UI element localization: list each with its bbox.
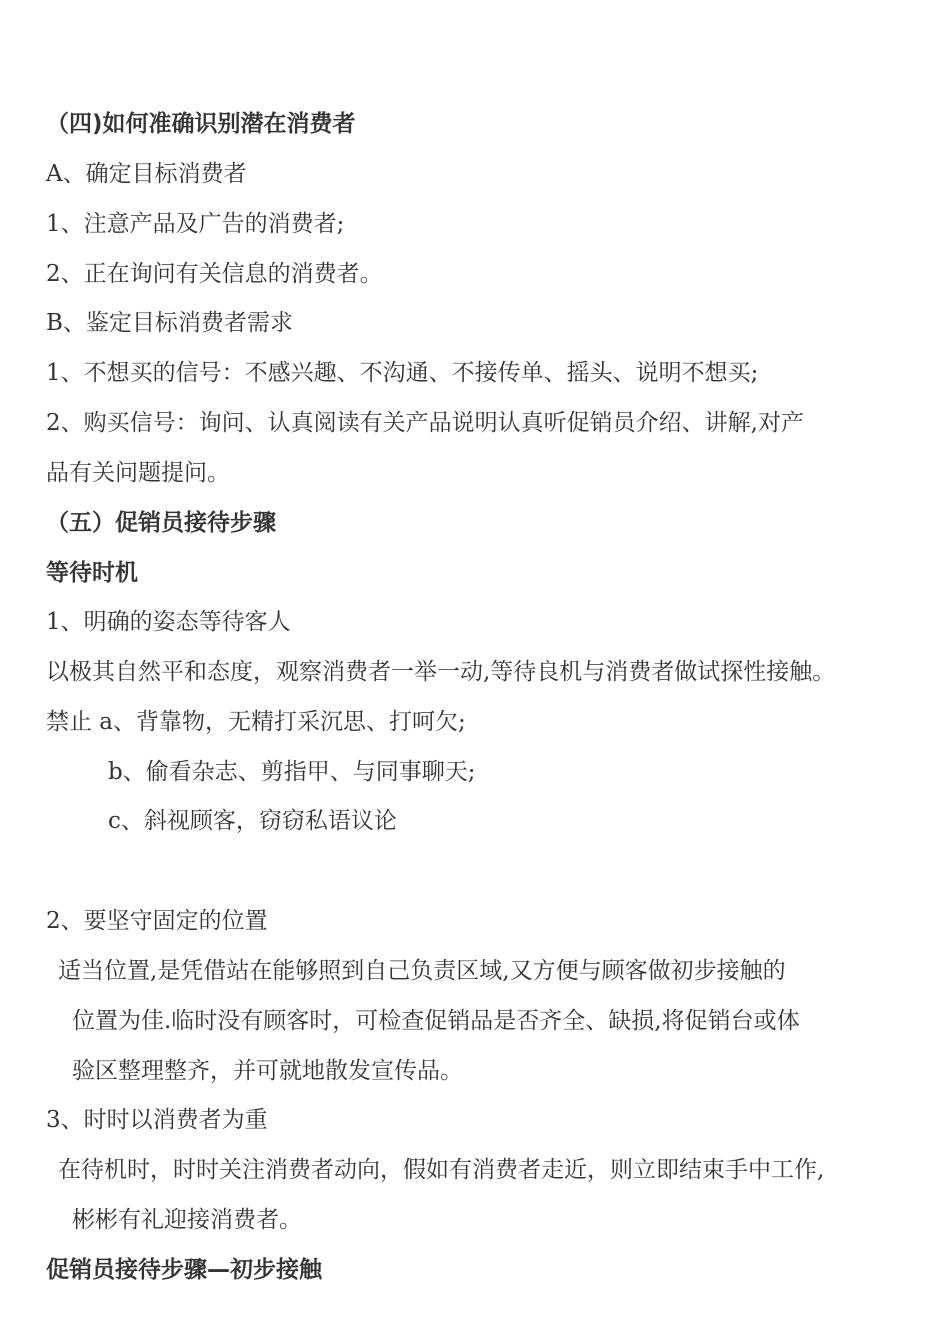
list-item: 2、要坚守固定的位置 bbox=[46, 908, 268, 934]
subheading-b: B、鉴定目标消费者需求 bbox=[46, 310, 293, 336]
list-item: 1、注意产品及广告的消费者; bbox=[46, 211, 345, 237]
paragraph-continuation: 位置为佳.临时没有顾客时，可检查促销品是否齐全、缺损,将促销台或体 bbox=[72, 1008, 800, 1034]
section-heading-4: （四)如何准确识别潜在消费者 bbox=[46, 111, 356, 137]
prohibition-item: 禁止 a、背靠物，无精打采沉思、打呵欠; bbox=[46, 709, 466, 735]
prohibition-item: c、斜视顾客，窃窃私语议论 bbox=[108, 808, 397, 834]
paragraph-continuation: 彬彬有礼迎接消费者。 bbox=[72, 1207, 302, 1233]
list-item-continuation: 品有关问题提问。 bbox=[46, 460, 230, 486]
list-item: 1、不想买的信号：不感兴趣、不沟通、不接传单、摇头、说明不想买; bbox=[46, 360, 759, 386]
list-item: 1、明确的姿态等待客人 bbox=[46, 609, 291, 635]
paragraph: 以极其自然平和态度，观察消费者一举一动,等待良机与消费者做试探性接触。 bbox=[46, 659, 836, 685]
list-item: 3、时时以消费者为重 bbox=[46, 1107, 268, 1133]
paragraph-continuation: 验区整理整齐，并可就地散发宣传品。 bbox=[72, 1058, 463, 1084]
section-heading-5: （五）促销员接待步骤 bbox=[46, 510, 276, 536]
subheading-waiting: 等待时机 bbox=[46, 560, 138, 586]
list-item: 2、购买信号：询问、认真阅读有关产品说明认真听促销员介绍、讲解,对产 bbox=[46, 410, 804, 436]
paragraph: 在待机时，时时关注消费者动向，假如有消费者走近，则立即结束手中工作, bbox=[58, 1157, 825, 1183]
list-item: 2、正在询问有关信息的消费者。 bbox=[46, 261, 383, 287]
prohibition-item: b、偷看杂志、剪指甲、与同事聊天; bbox=[108, 759, 476, 785]
paragraph: 适当位置,是凭借站在能够照到自己负责区域,又方便与顾客做初步接触的 bbox=[58, 958, 786, 984]
subheading-initial-contact: 促销员接待步骤—初步接触 bbox=[46, 1257, 322, 1283]
subheading-a: A、确定目标消费者 bbox=[46, 161, 247, 187]
